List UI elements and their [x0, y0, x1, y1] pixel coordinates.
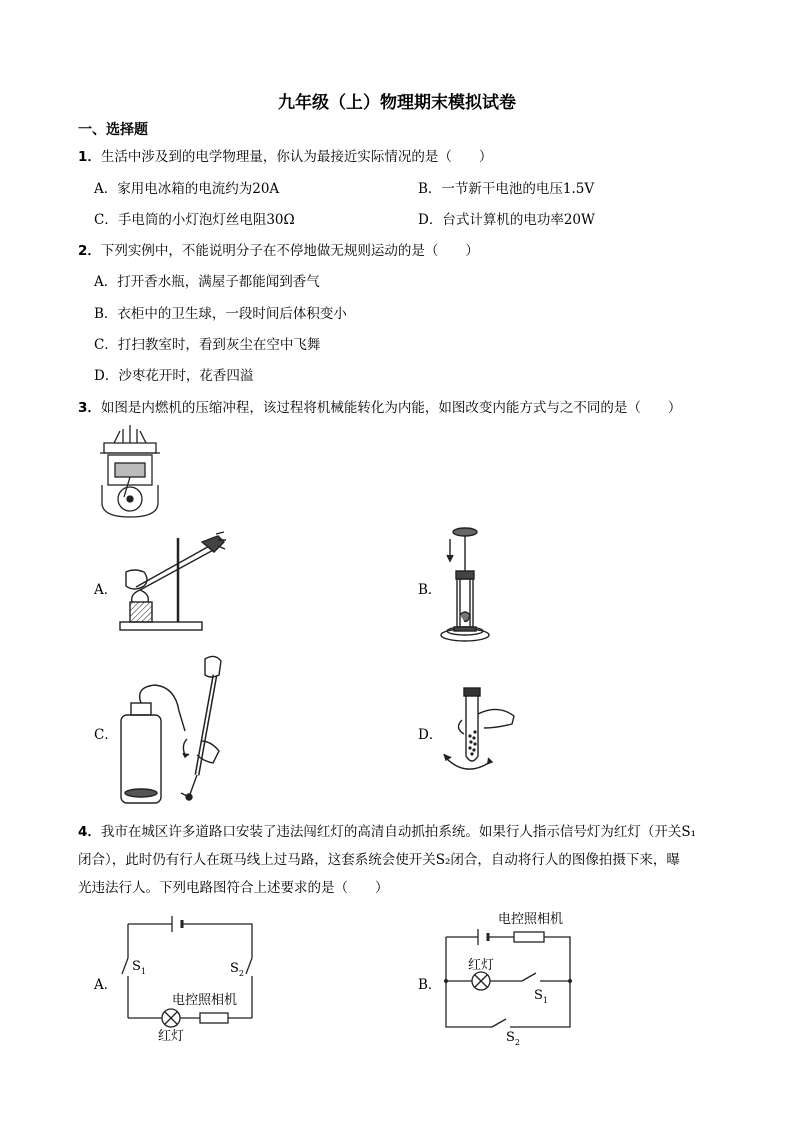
question-stem-line: 我市在城区许多道路口安装了违法闯红灯的高清自动抓拍系统。如果行人指示信号灯为红灯（开关S₁	[100, 824, 697, 840]
option-c: C．打扫教室时，看到灰尘在空中飞舞	[94, 337, 321, 353]
switch-s1-label: $S_1$	[534, 988, 548, 1005]
camera-label: 电控照相机	[172, 993, 238, 1008]
section-heading: 一、选择题	[78, 122, 148, 138]
switch-s2-label: $S_2$	[506, 1030, 520, 1047]
red-lamp-label: 红灯	[468, 958, 495, 973]
option-d: D．台式计算机的电功率20W	[418, 212, 595, 228]
question-3	[78, 396, 681, 416]
question-stem: 如图是内燃机的压缩冲程，该过程将机械能转化为内能，如图改变内能方式与之不同的是（ ）	[100, 400, 682, 416]
circuit-diagram-a	[120, 912, 260, 1047]
question-stem: 下列实例中，不能说明分子在不停地做无规则运动的是（ ）	[100, 243, 479, 259]
question-number: 1．	[78, 149, 101, 165]
option-b: B．	[418, 582, 442, 598]
page-title: 九年级（上）物理期末模拟试卷	[278, 93, 516, 113]
camera-label: 电控照相机	[498, 912, 564, 927]
switch-s1-label: $S_1$	[132, 959, 146, 976]
option-c: C．	[94, 727, 118, 743]
engine-diagram	[90, 425, 170, 520]
option-a: A．	[94, 977, 118, 993]
shaking-tube-figure	[440, 686, 520, 776]
option-b: B．	[418, 977, 442, 993]
option-a: A．打开香水瓶，满屋子都能闻到香气	[94, 274, 320, 290]
option-a: A．	[94, 582, 118, 598]
air-compression-figure	[438, 527, 498, 645]
red-lamp-label: 红灯	[158, 1029, 185, 1044]
option-b: B．衣柜中的卫生球，一段时间后体积变小	[94, 306, 347, 322]
heating-test-tube-figure	[118, 532, 228, 637]
bottle-pump-figure	[115, 655, 235, 805]
question-number: 4．	[78, 824, 101, 840]
question-stem-line: 光违法行人。下列电路图符合上述要求的是（ ）	[78, 880, 389, 896]
question-number: 2．	[78, 243, 101, 259]
question-stem-line: 闭合），此时仍有行人在斑马线上过马路，这套系统会使开关S₂闭合，自动将行人的图像拍摄下来，曝	[78, 852, 680, 868]
option-d: D．	[418, 727, 443, 743]
question-number: 3．	[78, 400, 101, 416]
circuit-diagram-b	[440, 905, 580, 1050]
option-d: D．沙枣花开时，花香四溢	[94, 368, 254, 384]
option-c: C．手电筒的小灯泡灯丝电阻30Ω	[94, 212, 295, 228]
question-1	[78, 145, 492, 165]
option-b: B．一节新干电池的电压1.5V	[418, 181, 595, 197]
question-2	[78, 239, 479, 259]
option-a: A．家用电冰箱的电流约为20A	[94, 181, 280, 197]
question-stem: 生活中涉及到的电学物理量，你认为最接近实际情况的是（ ）	[100, 149, 493, 165]
switch-s2-label: $S_2$	[230, 961, 244, 978]
question-4	[78, 818, 758, 902]
